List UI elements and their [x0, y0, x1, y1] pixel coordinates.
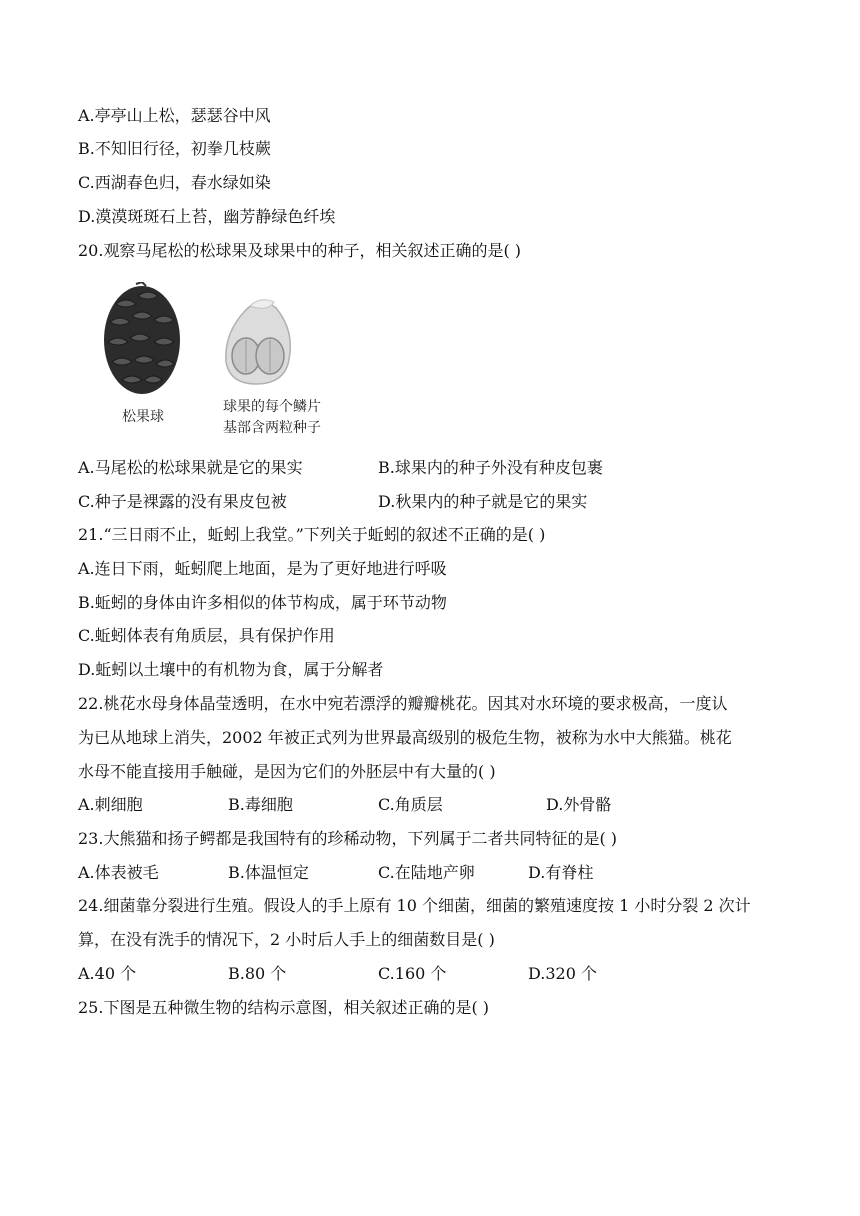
q24-option-d: D.320 个 — [528, 964, 597, 983]
q21-option-c: C.蚯蚓体表有角质层，具有保护作用 — [78, 626, 335, 645]
q19-option-b: B.不知旧行径，初拳几枝蕨 — [78, 139, 271, 158]
q21-stem: 21.“三日雨不止，蚯蚓上我堂。”下列关于蚯蚓的叙述不正确的是( ) — [78, 525, 546, 544]
seed-caption-line2: 基部含两粒种子 — [223, 420, 321, 436]
q23-option-d: D.有脊柱 — [528, 863, 594, 882]
q24-option-b: B.80 个 — [228, 964, 287, 983]
q25-stem: 25.下图是五种微生物的结构示意图，相关叙述正确的是( ) — [78, 998, 490, 1017]
q21-option-b: B.蚯蚓的身体由许多相似的体节构成，属于环节动物 — [78, 593, 447, 612]
q23-stem: 23.大熊猫和扬子鳄都是我国特有的珍稀动物，下列属于二者共同特征的是( ) — [78, 829, 618, 848]
q23-option-b: B.体温恒定 — [228, 863, 309, 882]
q20-option-b: B.球果内的种子外没有种皮包裹 — [378, 458, 603, 477]
q21-option-a: A.连日下雨，蚯蚓爬上地面，是为了更好地进行呼吸 — [78, 559, 447, 578]
q24-stem-line2: 算，在没有洗手的情况下，2 小时后人手上的细菌数目是( ) — [78, 930, 495, 949]
q22-option-a: A.刺细胞 — [78, 795, 143, 814]
q24-stem-line1: 24.细菌靠分裂进行生殖。假设人的手上原有 10 个细菌，细菌的繁殖速度按 1 小时分裂 2 次计 — [78, 896, 751, 915]
q22-option-c: C.角质层 — [378, 795, 443, 814]
q19-option-c: C.西湖春色归，春水绿如染 — [78, 173, 271, 192]
q22-stem-line3: 水母不能直接用手触碰，是因为它们的外胚层中有大量的( ) — [78, 762, 496, 781]
q20-option-c: C.种子是裸露的没有果皮包被 — [78, 492, 287, 511]
seed-scale-image — [226, 300, 290, 384]
pine-cone-image — [104, 282, 180, 394]
q22-option-d: D.外骨骼 — [546, 795, 612, 814]
seed-caption-line1: 球果的每个鳞片 — [223, 399, 321, 415]
q24-option-a: A.40 个 — [78, 964, 137, 983]
q21-option-d: D.蚯蚓以土壤中的有机物为食，属于分解者 — [78, 660, 384, 679]
cone-caption: 松果球 — [122, 409, 164, 425]
q23-option-c: C.在陆地产卵 — [378, 863, 475, 882]
q24-option-c: C.160 个 — [378, 964, 447, 983]
q22-option-b: B.毒细胞 — [228, 795, 293, 814]
q20-stem: 20.观察马尾松的松球果及球果中的种子，相关叙述正确的是( ) — [78, 241, 522, 260]
q20-option-d: D.秋果内的种子就是它的果实 — [378, 492, 588, 511]
q23-option-a: A.体表被毛 — [78, 863, 159, 882]
q22-stem-line1: 22.桃花水母身体晶莹透明，在水中宛若漂浮的瓣瓣桃花。因其对水环境的要求极高，一度认 — [78, 694, 728, 713]
q19-option-a: A.亭亭山上松，瑟瑟谷中风 — [78, 106, 271, 125]
q19-option-d: D.漠漠斑斑石上苔，幽芳静绿色纤埃 — [78, 207, 336, 226]
pine-cone-figure — [96, 282, 356, 447]
q20-option-a: A.马尾松的松球果就是它的果实 — [78, 458, 303, 477]
q22-stem-line2: 为已从地球上消失，2002 年被正式列为世界最高级别的极危生物，被称为水中大熊猫。桃花 — [78, 728, 732, 747]
